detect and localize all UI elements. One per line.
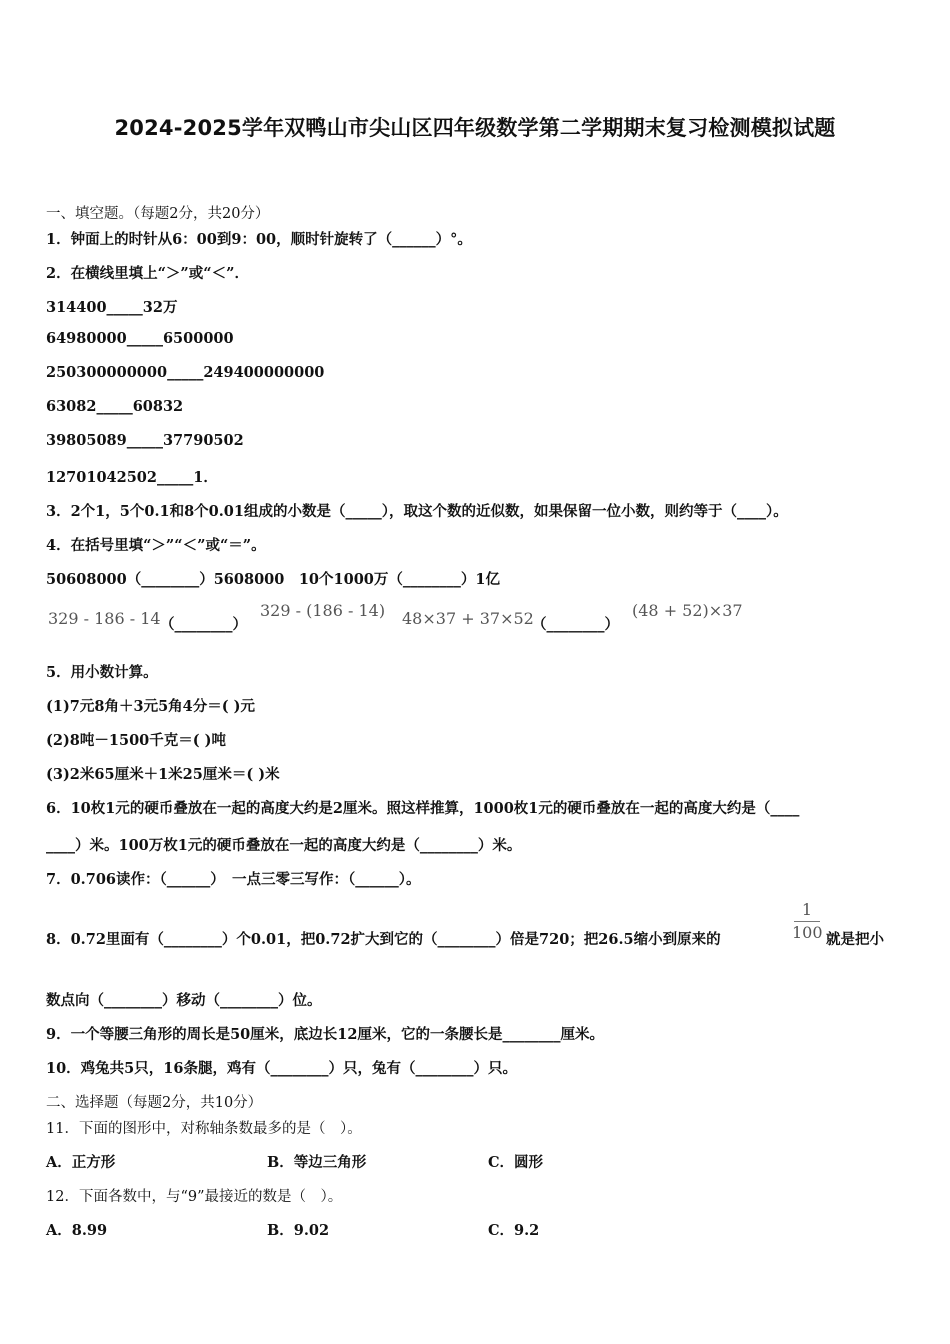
q11-option-b: B．等边三角形 [267, 1154, 367, 1171]
question-8-tail: 就是把小 [826, 931, 884, 948]
q11-option-a: A．正方形 [46, 1154, 116, 1171]
section-1-heading: 一、填空题。（每题2分，共20分） [46, 206, 270, 222]
question-4: 4．在括号里填“＞”“＜”或“＝”。 [46, 537, 266, 554]
page-title: 2024-2025学年双鸭山市尖山区四年级数学第二学期期末复习检测模拟试题 [114, 116, 836, 140]
question-9: 9．一个等腰三角形的周长是50厘米，底边长12厘米，它的一条腰长是________厘米。 [46, 1026, 604, 1043]
question-6-line-2: ____）米。100万枚1元的硬币叠放在一起的高度大约是（________）米。 [46, 837, 522, 854]
q4-expression-2: 329 - (186 - 14) [260, 601, 386, 620]
question-7: 7．0.706读作：（______） 一点三零三写作：（______）。 [46, 871, 421, 888]
q5-item: (2)8吨－1500千克＝( )吨 [46, 732, 227, 749]
q12-option-c: C．9.2 [488, 1222, 540, 1239]
q12-option-a: A．8.99 [46, 1222, 108, 1239]
question-8-line-2: 数点向（________）移动（________）位。 [46, 992, 322, 1009]
q2-item: 314400_____32万 [46, 299, 178, 316]
question-8-line-1: 8．0.72里面有（________）个0.01，把0.72扩大到它的（________）倍是720；把26.5缩小到原来的 [46, 931, 721, 948]
q4-expression-4: (48 + 52)×37 [632, 601, 743, 620]
q2-item: 64980000_____6500000 [46, 330, 234, 347]
question-3: 3．2个1，5个0.1和8个0.01组成的小数是（_____），取这个数的近似数，如果保留一位小数，则约等于（____）。 [46, 503, 788, 520]
q4-blank-1: （________） [160, 616, 247, 633]
q2-item: 39805089_____37790502 [46, 432, 244, 449]
question-4-row-1: 50608000（________）5608000 10个1000万（________）1亿 [46, 571, 500, 588]
q2-item: 250300000000_____249400000000 [46, 364, 325, 381]
question-2: 2．在横线里填上“＞”或“＜”． [46, 265, 249, 282]
question-1: 1．钟面上的时针从6：00到9：00，顺时针旋转了（______）°。 [46, 231, 472, 248]
question-5: 5．用小数计算。 [46, 664, 158, 681]
q12-option-b: B．9.02 [267, 1222, 330, 1239]
q4-expression-1: 329 - 186 - 14 [48, 609, 161, 628]
fraction-bar [794, 921, 820, 922]
question-10: 10．鸡兔共5只，16条腿，鸡有（________）只，兔有（________）只。 [46, 1060, 517, 1077]
section-2-heading: 二、选择题（每题2分，共10分） [46, 1095, 263, 1111]
q5-item: (3)2米65厘米＋1米25厘米＝( )米 [46, 766, 280, 783]
question-11: 11．下面的图形中，对称轴条数最多的是（ ）。 [46, 1121, 362, 1137]
question-6-line-1: 6．10枚1元的硬币叠放在一起的高度大约是2厘米。照这样推算，1000枚1元的硬币叠放在一起的高度大约是（____ [46, 800, 800, 817]
q2-item: 63082_____60832 [46, 398, 184, 415]
question-12: 12．下面各数中，与“9”最接近的数是（ ）。 [46, 1189, 343, 1205]
q2-item: 12701042502_____1． [46, 469, 218, 486]
q8-fraction-denominator: 100 [792, 923, 823, 942]
q4-blank-2: （________） [532, 616, 619, 633]
q11-option-c: C．圆形 [488, 1154, 544, 1171]
q4-expression-3: 48×37 + 37×52 [402, 609, 534, 628]
q5-item: (1)7元8角＋3元5角4分＝( )元 [46, 698, 256, 715]
q8-fraction [792, 900, 822, 943]
q8-fraction-numerator: 1 [801, 900, 813, 919]
